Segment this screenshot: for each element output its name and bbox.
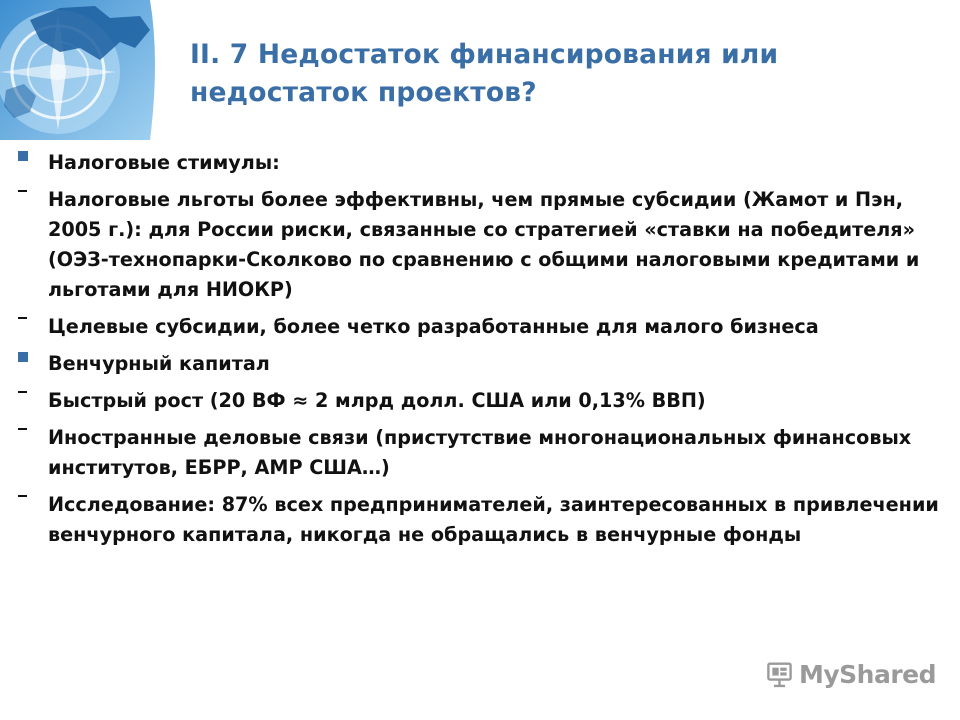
dash-bullet-icon — [14, 185, 44, 215]
list-item — [14, 312, 944, 342]
slide-title: II. 7 Недостаток финансирования или недостаток проектов? — [190, 39, 779, 108]
list-item-text: Быстрый рост (20 ВФ ≈ 2 млрд долл. США или 0,13% ВВП) — [48, 389, 706, 412]
dash-bullet-icon — [14, 490, 44, 520]
list-item — [14, 185, 944, 305]
list-item-text: Венчурный капитал — [48, 352, 270, 375]
presentation-board-icon — [766, 658, 793, 690]
list-item-text: Налоговые льготы более эффективны, чем прямые субсидии (Жамот и Пэн, 2005 г.): для России риски, связанные со стратегией «ставки на победителя» (ОЭЗ-технопарки-Сколково по сравнению с общими налоговыми кредитами и льготами для НИОКР) — [48, 188, 920, 301]
list-item-text: Налоговые стимулы: — [48, 151, 280, 174]
square-bullet-icon — [14, 349, 44, 379]
square-bullet-icon — [14, 148, 44, 178]
watermark — [766, 654, 936, 694]
list-item-text: Иностранные деловые связи (пристутствие многонациональных финансовых институтов, ЕБРР, АМР США…) — [48, 426, 912, 479]
watermark-text: MyShared — [798, 659, 936, 689]
list-item — [14, 423, 944, 483]
list-item — [14, 148, 944, 178]
dash-bullet-icon — [14, 386, 44, 416]
list-item-text: Исследование: 87% всех предпринимателей, заинтересованных в привлечении венчурного капитала, никогда не обращались в венчурные фонды — [48, 493, 939, 546]
list-item — [14, 386, 944, 416]
dash-bullet-icon — [14, 423, 44, 453]
list-item — [14, 349, 944, 379]
list-item-text: Целевые субсидии, более четко разработанные для малого бизнеса — [48, 315, 819, 338]
list-item — [14, 490, 944, 550]
slide-content — [14, 148, 944, 557]
globe-compass-icon — [0, 0, 160, 140]
dash-bullet-icon — [14, 312, 44, 342]
